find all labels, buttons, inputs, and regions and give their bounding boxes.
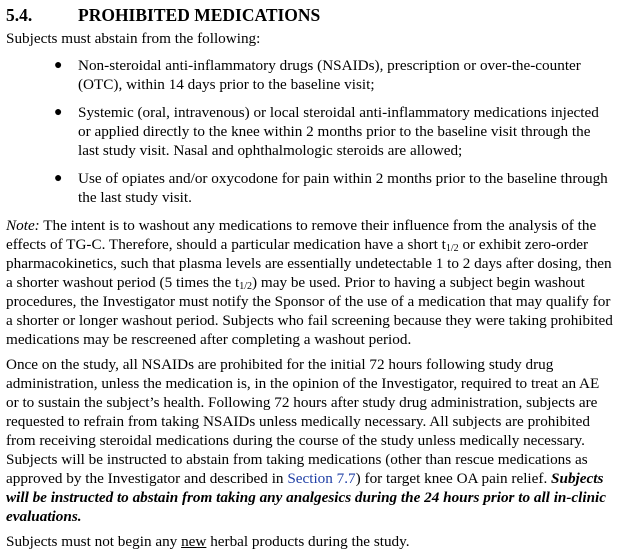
bullet-icon: ● <box>54 171 63 186</box>
section-number: 5.4. <box>6 5 33 25</box>
herbal-paragraph <box>6 532 615 551</box>
list-item <box>54 56 615 94</box>
list-item <box>54 103 615 160</box>
bullet-icon: ● <box>54 105 63 120</box>
list-item <box>54 169 615 207</box>
herbal-text-before: Subjects must not begin any <box>6 533 182 550</box>
herbal-text-after: herbal products during the study. <box>206 533 410 550</box>
note-text-2: or exhibit zero-order pharmacokinetics, such that plasma levels are essentially undetectable 1 to 2 days after dosing, then a shorter washout period (5 times the t <box>6 236 612 291</box>
section-title: PROHIBITED MEDICATIONS <box>78 5 321 25</box>
note-paragraph <box>6 216 615 349</box>
underlined-word: new <box>181 533 207 550</box>
list-item-text: Systemic (oral, intravenous) or local steroidal anti-inflammatory medications injected or applied directly to the knee within 2 months prior to the baseline visit through the last study visit. Nasal and ophthalmologic steroids are allowed; <box>78 104 599 159</box>
half-life-subscript: 1/2 <box>445 243 459 254</box>
list-item-text: Use of opiates and/or oxycodone for pain within 2 months prior to the baseline through the last study visit. <box>78 170 608 206</box>
study-text-after-link: ) for target knee OA pain relief. <box>355 470 552 487</box>
list-item-text: Non-steroidal anti-inflammatory drugs (NSAIDs), prescription or over-the-counter (OTC), within 14 days prior to the baseline visit; <box>78 57 581 93</box>
bullet-icon: ● <box>54 58 63 73</box>
note-label: Note: <box>6 217 40 234</box>
section-link[interactable]: Section 7.7 <box>287 470 356 487</box>
note-text-3: ) may be used. Prior to having a subject begin washout procedures, the Investigator must notify the Sponsor of the use of a medication that may qualify for a shorter or longer washout period. Subjects who fail screening because they were taking prohibited medications may be rescreened after completing a washout period. <box>6 274 613 348</box>
note-text-1: The intent is to washout any medications to remove their influence from the analysis of the effects of TG-C. Therefore, should a particular medication have a short t <box>6 217 597 253</box>
half-life-subscript: 1/2 <box>239 281 253 292</box>
study-paragraph <box>6 355 615 526</box>
section-heading <box>6 4 615 26</box>
study-text: Once on the study, all NSAIDs are prohibited for the initial 72 hours following study drug administration, unless the medication is, in the opinion of the Investigator, required to treat an AE or to sustain the subject’s health. Following 72 hours after study drug administration, subjects are requested to refrain from taking NSAIDs unless medically necessary. All subjects are prohibited from receiving steroidal medications during the course of the study unless medically necessary. Subjects will be instructed to abstain from taking medications (other than rescue medications as approved by the Investigator and described in <box>6 356 600 487</box>
intro-text: Subjects must abstain from the following: <box>6 30 261 47</box>
analgesic-emphasis: Subjects will be instructed to abstain from taking any analgesics during the 24 hours prior to all in-clinic evaluations. <box>6 470 607 525</box>
prohibited-list <box>6 56 615 207</box>
